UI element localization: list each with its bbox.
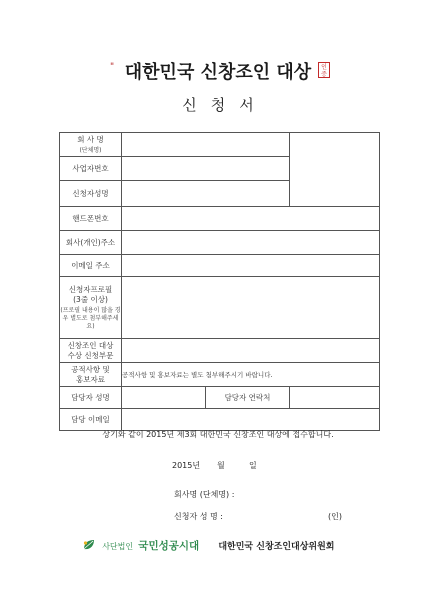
- achievements-note: 공적사항 및 홍보자료는 별도 첨부해주시기 바랍니다.: [122, 363, 380, 387]
- company-signature-label: 회사명 (단체명) :: [174, 490, 235, 499]
- committee-name: 대한민국 신창조인대상위원회: [218, 542, 335, 552]
- address-label: 회사(개인)주소: [60, 231, 122, 255]
- leaf-logo-icon: [82, 539, 96, 554]
- address-field[interactable]: [122, 231, 380, 255]
- org-name: 국민성공시대: [138, 540, 200, 552]
- application-form: [59, 132, 380, 431]
- seal-mark: (인): [328, 512, 342, 521]
- seal-stamp: 인증: [318, 62, 330, 78]
- date-year: 2015년: [172, 461, 201, 470]
- date-month: 월: [217, 461, 225, 470]
- company-name-field[interactable]: [122, 133, 290, 157]
- declaration-text: 상기와 같이 2015년 제3회 대한민국 신창조인 대상에 접수합니다.: [102, 430, 334, 439]
- photo-box[interactable]: [290, 133, 380, 207]
- date-day: 일: [249, 461, 257, 470]
- contact-email-field[interactable]: [122, 409, 380, 431]
- page-title: 대한민국 신창조인 대상: [124, 62, 312, 83]
- mobile-number-label: 핸드폰번호: [60, 207, 122, 231]
- org-prefix: 사단법인: [102, 542, 134, 551]
- profile-field[interactable]: [122, 277, 380, 339]
- form-subtitle: 신청서: [182, 96, 268, 114]
- email-label: 이메일 주소: [60, 255, 122, 277]
- contact-phone-label: 담당자 연락처: [206, 387, 290, 409]
- contact-email-label: 담당 이메일: [60, 409, 122, 431]
- mobile-number-field[interactable]: [122, 207, 380, 231]
- title-quote-mark: ": [110, 62, 115, 72]
- applicant-name-field[interactable]: [122, 181, 290, 207]
- footer: [82, 538, 335, 554]
- achievements-label: 공적사항 및 홍보자료: [60, 363, 122, 387]
- contact-name-field[interactable]: [122, 387, 206, 409]
- award-category-label: 신창조인 대상 수상 신청부문: [60, 339, 122, 363]
- contact-name-label: 담당자 성명: [60, 387, 122, 409]
- award-category-field[interactable]: [122, 339, 380, 363]
- applicant-signature-label: 신청자 성 명 :: [174, 512, 223, 521]
- business-number-label: 사업자번호: [60, 157, 122, 181]
- profile-label: 신청자프로필 (3줄 이상) (프로필 내용이 많을 경우 별도로 첨부해주세요): [60, 277, 122, 339]
- contact-phone-field[interactable]: [290, 387, 380, 409]
- email-field[interactable]: [122, 255, 380, 277]
- applicant-name-label: 신청자성명: [60, 181, 122, 207]
- business-number-field[interactable]: [122, 157, 290, 181]
- company-name-label: 회 사 명 (단체명): [60, 133, 122, 157]
